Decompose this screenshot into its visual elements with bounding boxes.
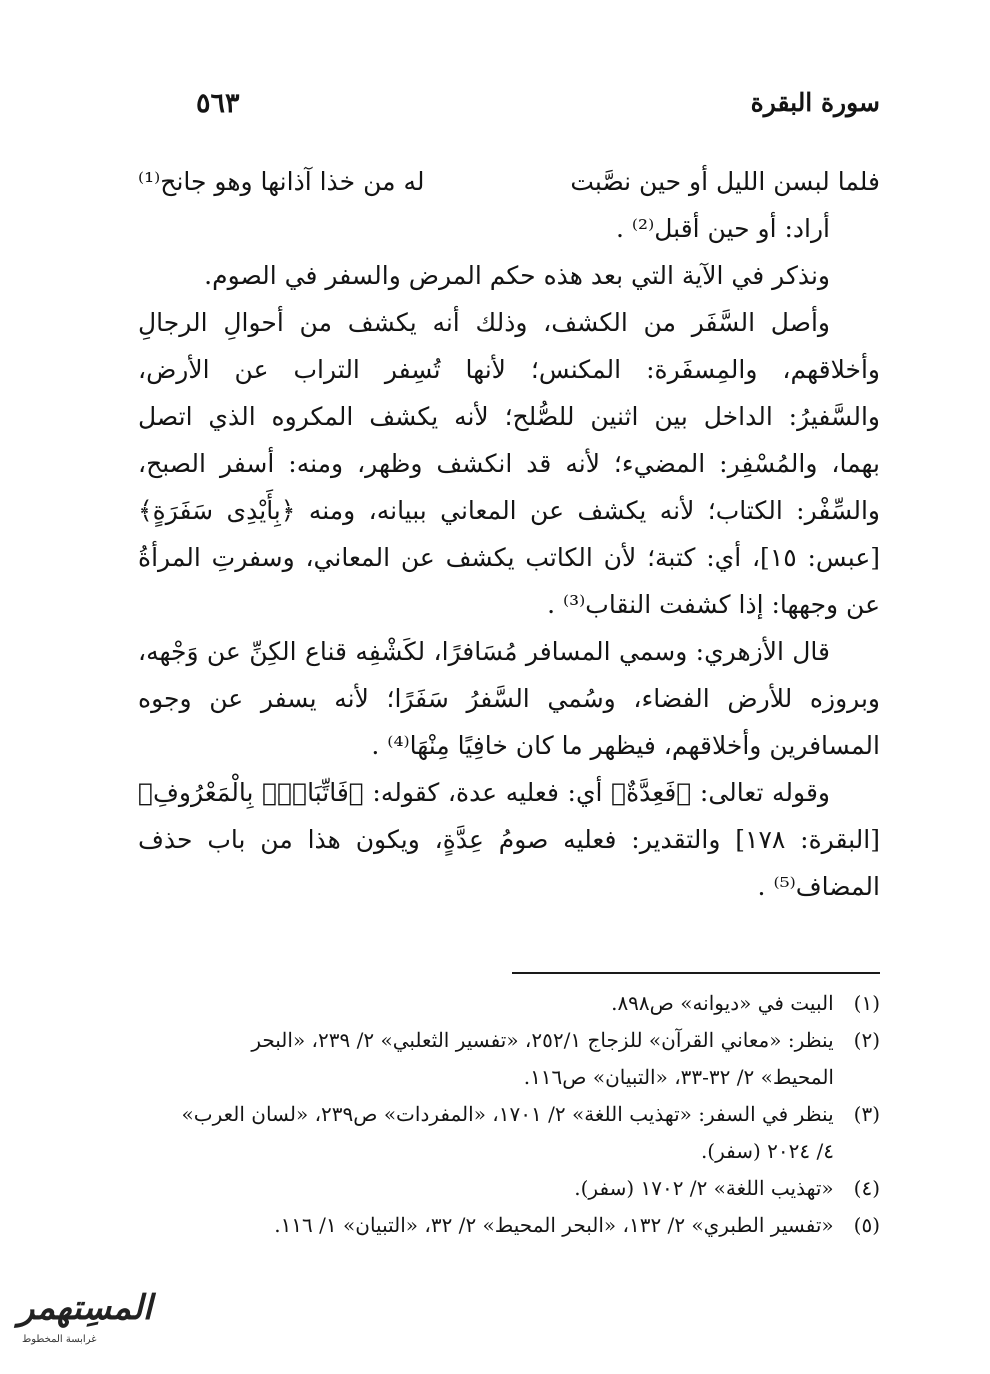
footnote-item xyxy=(140,985,880,1022)
main-text xyxy=(138,158,880,910)
footnote-text: ينظر: «معاني القرآن» للزجاج ٢٥٢/١، «تفسير الثعلبي» ٢/ ٢٣٩، «البحر xyxy=(251,1028,834,1052)
text-line: وبروزه للأرض الفضاء، وسُمي السَّفرُ سَفَرًا؛ لأنه يسفر عن وجوه xyxy=(138,684,880,713)
text-line: قال الأزهري: وسمي المسافر مُسَافرًا، لكَشْفِه قناع الكِنِّ عن وَجْهه، xyxy=(138,637,830,666)
footnote-continuation: ٤/ ٢٠٢٤ (سفر). xyxy=(700,1139,834,1163)
text-line: وأخلاقهم، والمِسفَرة: المكنس؛ لأنها تُسِفر التراب عن الأرض، xyxy=(138,355,880,384)
text-line: عن وجهها: إذا كشفت النقاب⁽³⁾ . xyxy=(547,590,880,619)
footnote-continuation: المحيط» ٢/ ٣٢-٣٣، «التبيان» ص١١٦. xyxy=(523,1065,834,1089)
text-line: [البقرة: ١٧٨] والتقدير: فعليه صومُ عِدَّةٍ، ويكون هذا من باب حذف xyxy=(138,825,880,854)
footnote-item xyxy=(140,1096,880,1133)
logo-caption: غرابسة المخطوط xyxy=(22,1334,97,1345)
footnotes xyxy=(140,985,880,1244)
footnote-text: «تهذيب اللغة» ٢/ ١٧٠٢ (سفر). xyxy=(574,1176,834,1200)
footnote-text: البيت في «ديوانه» ص٨٩٨. xyxy=(611,991,834,1015)
logo-wordmark: المسِتهمر xyxy=(18,1288,153,1328)
footnote-item xyxy=(140,1207,880,1244)
footnote-number: (٣) xyxy=(853,1102,880,1126)
text-line: المضاف⁽⁵⁾ . xyxy=(757,872,880,901)
text-line: أراد: أو حين أقبل⁽²⁾ . xyxy=(616,214,830,243)
footnote-item xyxy=(140,1022,880,1059)
text-line: وقوله تعالى: ﴿فَعِدَّةٌ﴾ أي: فعليه عدة، كقوله: ﴿فَاتِّبَاعُۢ بِالْمَعْرُوفِ﴾ xyxy=(138,778,830,807)
text-line: وأصل السَّفَر من الكشف، وذلك أنه يكشف من أحوالِ الرجالِ xyxy=(138,308,830,337)
footnote-text: ينظر في السفر: «تهذيب اللغة» ٢/ ١٧٠١، «المفردات» ص٢٣٩، «لسان العرب» xyxy=(181,1102,834,1126)
text-line: [عبس: ١٥]، أي: كتبة؛ لأن الكاتب يكشف عن المعاني، وسفرتِ المرأةُ xyxy=(138,543,880,572)
footnote-item xyxy=(140,1170,880,1207)
footnote-text: «تفسير الطبري» ٢/ ١٣٢، «البحر المحيط» ٢/ ٣٢، «التبيان» ١/ ١١٦. xyxy=(274,1213,834,1237)
footnote-divider xyxy=(512,972,880,974)
footnote-number: (٤) xyxy=(853,1176,880,1200)
page-header xyxy=(140,88,880,128)
poetry-verse xyxy=(138,158,880,205)
verse-hemistich-right: فلما لبسن الليل أو حين نصَّبت xyxy=(570,167,880,196)
page-number: ٥٦٣ xyxy=(196,88,240,119)
footnote-number: (٢) xyxy=(853,1028,880,1052)
text-line: المسافرين وأخلاقهم، فيظهر ما كان خافِيًا مِنْهَا⁽⁴⁾ . xyxy=(371,731,880,760)
publisher-logo xyxy=(12,1288,162,1358)
text-line: بهما، والمُسْفِر: المضيء؛ لأنه قد انكشف وظهر، ومنه: أسفر الصبح، xyxy=(138,449,880,478)
verse-hemistich-left: له من خذا آذانها وهو جانح⁽¹⁾ xyxy=(138,167,425,196)
text-line: ونذكر في الآية التي بعد هذه حكم المرض والسفر في الصوم. xyxy=(204,261,830,290)
text-line: والسِّفْر: الكتاب؛ لأنه يكشف عن المعاني ببيانه، ومنه ﴿بِأَيْدِى سَفَرَةٍ﴾ xyxy=(138,496,880,525)
footnote-number: (١) xyxy=(853,991,880,1015)
footnote-number: (٥) xyxy=(853,1213,880,1237)
surah-title: سورة البقرة xyxy=(750,88,880,117)
text-line: والسَّفيرُ: الداخل بين اثنين للصُّلح؛ لأنه يكشف المكروه الذي اتصل xyxy=(138,402,880,431)
